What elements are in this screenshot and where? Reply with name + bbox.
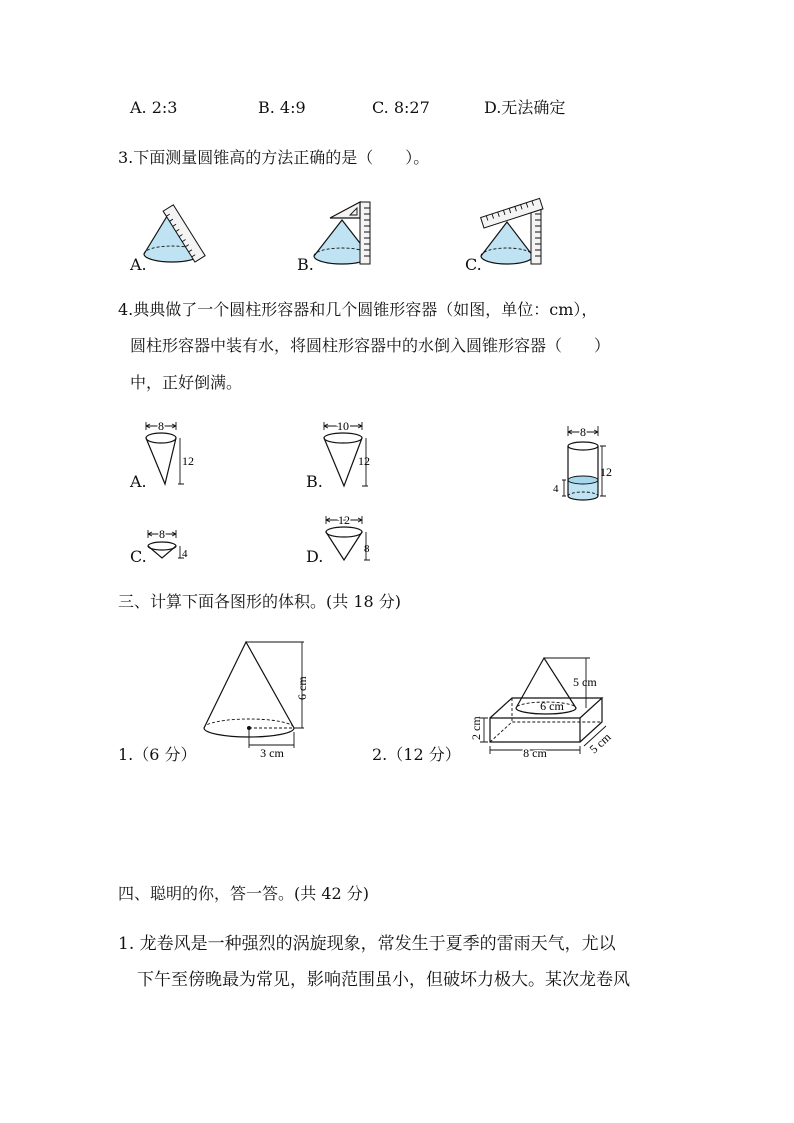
q4-cylinder-diameter: 8 xyxy=(580,425,586,439)
q4-c-diameter: 8 xyxy=(159,527,165,541)
q3-option-a-label: A. xyxy=(130,255,147,274)
q3-figure-c xyxy=(475,196,555,274)
q2-option-d: D.无法确定 xyxy=(484,98,566,117)
q4-cylinder xyxy=(550,424,620,508)
s3-p2-cone-diameter: 6 cm xyxy=(540,699,564,713)
q4-cylinder-water: 4 xyxy=(553,483,559,495)
s3-p1-label: 1.（6 分） xyxy=(118,745,197,764)
q4-b-height: 12 xyxy=(358,454,370,468)
q4-c-height: 4 xyxy=(182,548,188,560)
s4-q1-line2: 下午至傍晚最为常见，影响范围虽小，但破坏力极大。某次龙卷风 xyxy=(137,970,630,990)
q3-stem: 3.下面测量圆锥高的方法正确的是（ ）。 xyxy=(118,148,430,167)
q4-d-diameter: 12 xyxy=(338,513,350,527)
q4-stem-line2: 圆柱形容器中装有水，将圆柱形容器中的水倒入圆锥形容器（ ） xyxy=(130,336,611,355)
s3-p1-height: 6 cm xyxy=(295,676,309,700)
section4-title: 四、聪明的你，答一答。(共 42 分) xyxy=(118,884,370,903)
q2-option-b: B. 4:9 xyxy=(258,98,306,117)
q4-b-diameter: 10 xyxy=(337,419,349,433)
q4-a-height: 12 xyxy=(182,454,194,468)
q4-cone-d xyxy=(318,512,382,566)
q4-option-a-label: A. xyxy=(130,472,147,491)
s4-q1-line1: 1. 龙卷风是一种强烈的涡旋现象，常发生于夏季的雷雨天气，尤以 xyxy=(118,934,616,954)
q4-cone-b xyxy=(318,418,382,490)
s3-composite-figure xyxy=(460,646,630,762)
q3-option-b-label: B. xyxy=(297,255,314,274)
q4-cone-c xyxy=(140,526,200,566)
s3-p2-cone-height: 5 cm xyxy=(573,675,597,689)
q4-stem-line1: 4.典典做了一个圆柱形容器和几个圆锥形容器（如图，单位：cm）， xyxy=(118,300,598,319)
s3-cone-figure xyxy=(198,636,318,762)
q4-stem-line3: 中，正好倒满。 xyxy=(130,373,243,392)
q2-option-c: C. 8:27 xyxy=(372,98,430,117)
q4-cylinder-height: 12 xyxy=(600,465,612,479)
q3-figure-a xyxy=(140,200,220,275)
s3-p2-box-width: 5 cm xyxy=(586,729,614,757)
q3-figure-b xyxy=(308,198,388,273)
q4-option-b-label: B. xyxy=(306,472,323,491)
q4-cone-a xyxy=(140,418,200,490)
section3-title: 三、计算下面各图形的体积。(共 18 分) xyxy=(118,592,402,611)
q2-option-a: A. 2:3 xyxy=(130,98,178,117)
q3-option-c-label: C. xyxy=(465,255,482,274)
q4-d-height: 8 xyxy=(364,543,370,555)
s3-p1-radius: 3 cm xyxy=(260,746,284,760)
s3-p2-box-height: 2 cm xyxy=(469,716,483,740)
q4-option-d-label: D. xyxy=(306,547,324,566)
s3-p2-label: 2.（12 分） xyxy=(372,745,461,764)
s3-p2-box-length: 8 cm xyxy=(523,746,547,760)
q4-a-diameter: 8 xyxy=(158,419,164,433)
q4-option-c-label: C. xyxy=(130,547,147,566)
